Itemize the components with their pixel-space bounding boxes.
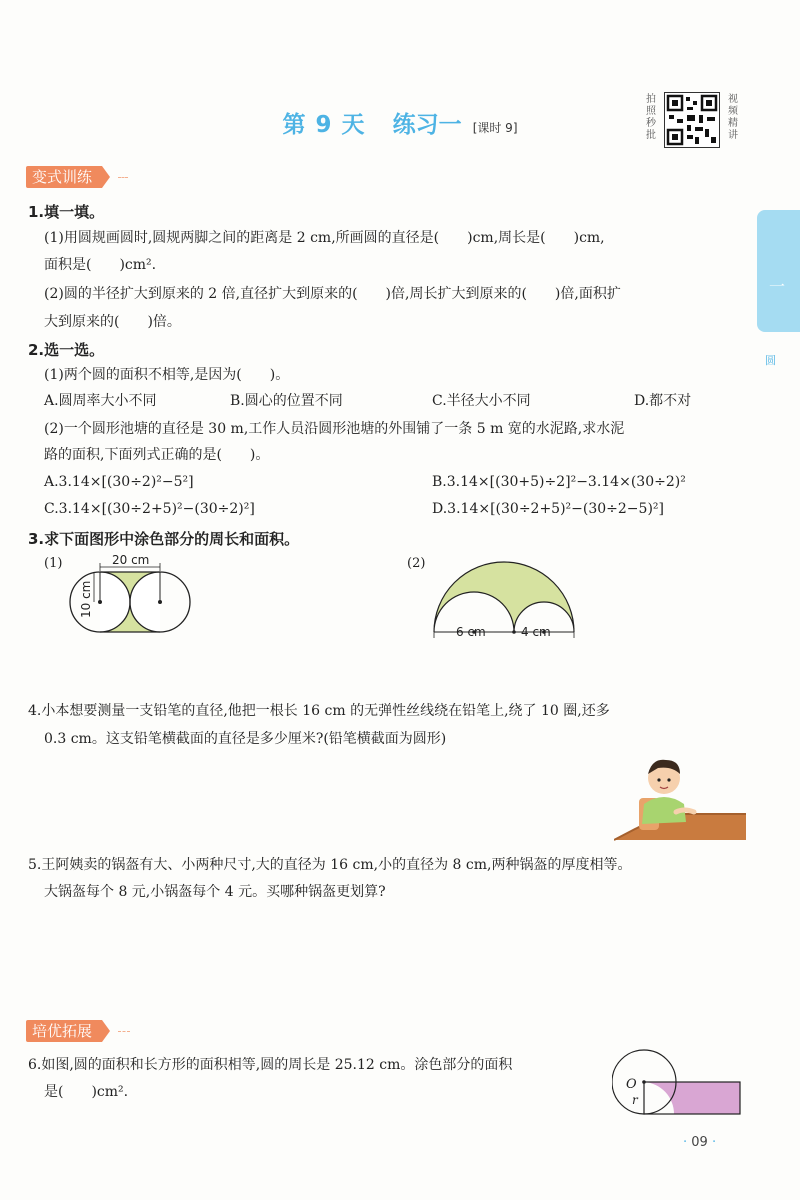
exercise-name: 练习一 (392, 112, 462, 138)
q2-title: 2.选一选。 (28, 341, 105, 359)
qr-left-text: 拍照秒批 (646, 94, 656, 141)
page-number-value: 09 (691, 1135, 708, 1150)
day-label: 第 9 天 (282, 112, 366, 138)
q4-line1: 4.小本想要测量一支铅笔的直径,他把一根长 16 cm 的无弹性丝线绕在铅笔上,绕了 10 圈,还多 (28, 703, 610, 719)
q3-title: 3.求下面图形中涂色部分的周长和面积。 (28, 530, 300, 548)
q3-f2-dim-right: 4 cm (521, 625, 551, 639)
q2-option-a[interactable]: A.圆周率大小不同 (44, 393, 157, 409)
q3-figure2 (428, 552, 578, 644)
boy-at-desk-illustration (614, 752, 746, 844)
q6-line1: 6.如图,圆的面积和长方形的面积相等,圆的周长是 25.12 cm。涂色部分的面积 (28, 1057, 513, 1073)
q2-part2-option-c[interactable]: C.3.14×[(30÷2+5)²−(30÷2)²] (44, 501, 255, 517)
q2-part2-option-a[interactable]: A.3.14×[(30÷2)²−5²] (44, 474, 194, 490)
section-tag-variant: 变式训练 (26, 166, 102, 188)
chapter-tab[interactable] (757, 210, 800, 332)
q3-f1-side-dim: 10 cm (79, 580, 93, 618)
q2-part2-line1: (2)一个圆形池塘的直径是 30 m,工作人员沿圆形池塘的外围铺了一条 5 m 宽的水泥路,求水泥 (44, 421, 625, 437)
section-divider (118, 177, 128, 178)
q2-part2-line2: 路的面积,下面列式正确的是( )。 (44, 447, 270, 463)
q6-line2: 是( )cm². (44, 1084, 129, 1100)
q4-line2: 0.3 cm。这支铅笔横截面的直径是多少厘米?(铅笔横截面为圆形) (44, 731, 447, 747)
lesson-label: [课时 9] (472, 121, 518, 135)
qr-code-icon[interactable] (664, 92, 720, 148)
q1-part2-line2: 大到原来的( )倍。 (44, 314, 181, 330)
q2-option-d[interactable]: D.都不对 (634, 393, 692, 409)
q3-f1-top-dim: 20 cm (112, 553, 150, 567)
q3-figure1 (60, 552, 210, 652)
q1-title: 1.填一填。 (28, 203, 105, 221)
q3-f2-dim-left: 6 cm (456, 625, 486, 639)
q1-part1-line1: (1)用圆规画圆时,圆规两脚之间的距离是 2 cm,所画圆的直径是( )cm,周长是( )cm, (44, 230, 605, 246)
q6-figure (612, 1048, 742, 1120)
section-divider (118, 1031, 130, 1032)
q5-line2: 大锅盔每个 8 元,小锅盔每个 4 元。买哪种锅盔更划算? (44, 884, 386, 900)
q1-part1-line2: 面积是( )cm². (44, 257, 157, 273)
q1-part2-line1: (2)圆的半径扩大到原来的 2 倍,直径扩大到原来的( )倍,周长扩大到原来的( )倍,面积扩 (44, 286, 621, 302)
page-number: · 09 · (683, 1135, 717, 1150)
q2-part1: (1)两个圆的面积不相等,是因为( )。 (44, 367, 290, 383)
qr-block (646, 92, 742, 150)
q2-part2-option-d[interactable]: D.3.14×[(30÷2+5)²−(30÷2−5)²] (432, 501, 664, 517)
chapter-label: 圆 (765, 354, 776, 367)
chapter-tab-label: 一 (769, 277, 786, 296)
q2-option-c[interactable]: C.半径大小不同 (432, 393, 531, 409)
q2-part2-option-b[interactable]: B.3.14×[(30+5)÷2]²−3.14×(30÷2)² (432, 474, 686, 490)
q3-figure1-label: (1) (44, 556, 63, 571)
q6-center-label: O (626, 1077, 637, 1092)
q5-line1: 5.王阿姨卖的锅盔有大、小两种尺寸,大的直径为 16 cm,小的直径为 8 cm,两种锅盔的厚度相等。 (28, 857, 632, 873)
q3-figure2-label: (2) (407, 556, 426, 571)
qr-right-text: 视频精讲 (728, 94, 738, 141)
q2-option-b[interactable]: B.圆心的位置不同 (230, 393, 343, 409)
section-tag-advanced: 培优拓展 (26, 1020, 102, 1042)
q6-radius-label: r (632, 1093, 638, 1107)
